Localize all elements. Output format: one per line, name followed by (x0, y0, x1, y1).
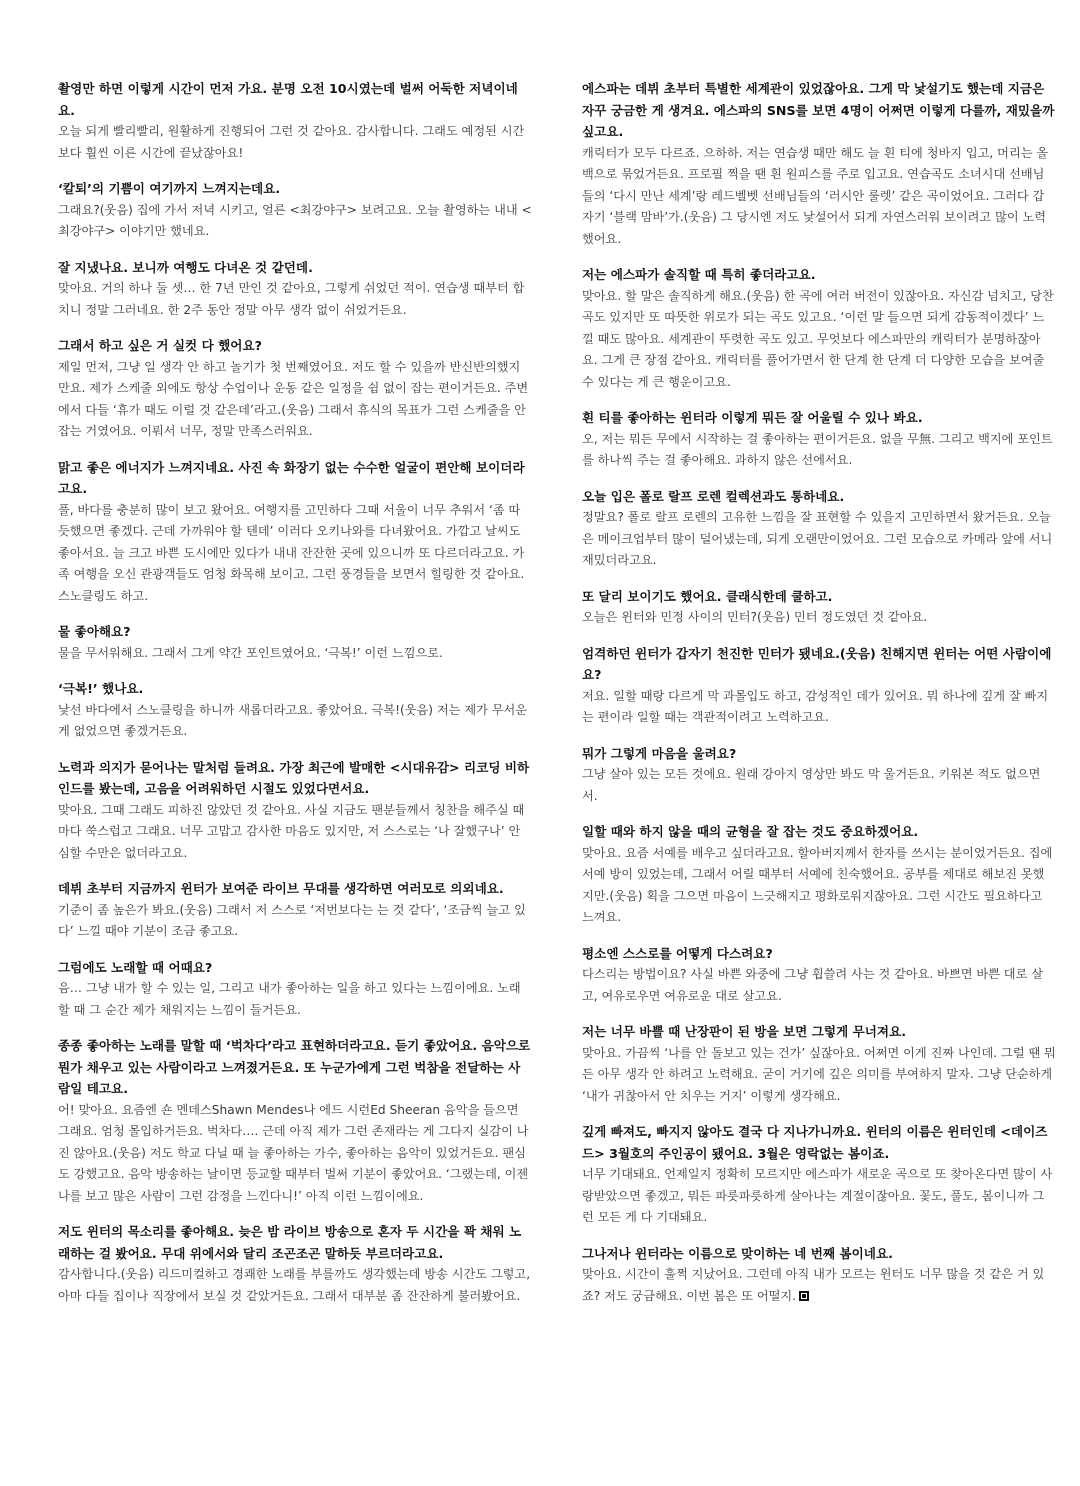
answer: 오늘은 윈터와 민정 사이의 민터?(웃음) 민터 정도였던 것 같아요. (582, 610, 928, 624)
answer: 캐릭터가 모두 다르죠. 으하하. 저는 연습생 때만 해도 늘 흰 티에 청바지 입고, 머리는 올백으로 묶었거든요. 프로필 찍을 땐 흰 원피스를 주로 입고요. 연습곡도 소녀시대 선배님들의 ‘다시 만난 세계’랑 레드벨벳 선배님들의 ‘러시안 룰렛’ 같은 곡이었어요. 그러다 갑자기 ‘블랙 맘바’가.(웃음) 그 당시엔 저도 낯설어서 되게 자연스러워 보이려고 많이 노력했어요. (582, 145, 1049, 246)
answer: 감사합니다.(웃음) 리드미컬하고 경쾌한 노래를 부를까도 생각했는데 방송 시간도 그렇고, 아마 다들 집이나 직장에서 보실 것 같았거든요. 그래서 대부분 좀 잔잔하게 불러봤어요. (58, 1267, 531, 1303)
qa-block (58, 178, 532, 243)
left-column (58, 78, 532, 1321)
answer: 저요. 일할 때랑 다르게 막 과몰입도 하고, 감성적인 데가 있어요. 뭐 하나에 깊게 잘 빠지는 편이라 일할 때는 객관적이려고 노력하고요. (582, 688, 1049, 724)
answer: 맞아요. 할 말은 솔직하게 해요.(웃음) 한 곡에 여러 버전이 있잖아요. 자신감 넘치고, 당찬 곡도 있지만 또 따뜻한 위로가 되는 곡도 있고요. ‘이런 말 들으면 되게 감동적이겠다’ 느낄 때도 많아요. 세계관이 뚜렷한 곡도 있고. 무엇보다 에스파만의 캐릭터가 분명하잖아요. 그게 큰 장점 같아요. 캐릭터를 풀어가면서 한 단계 한 단계 더 다양한 모습을 보여줄 수 있다는 게 큰 행운이고요. (582, 288, 1054, 389)
question: 또 달리 보이기도 했어요. 클래식한데 쿨하고. (582, 588, 833, 604)
qa-block (58, 1035, 532, 1207)
qa-block (582, 943, 1056, 1008)
question: 물 좋아해요? (58, 624, 131, 639)
answer: 맞아요. 거의 하나 둘 셋… 한 7년 만인 것 같아요, 그렇게 쉬었던 적이. 연습생 때부터 합치니 정말 그러네요. 한 2주 동안 정말 아무 생각 없이 쉬었거든요. (58, 281, 525, 317)
question: 맑고 좋은 에너지가 느껴지네요. 사진 속 화장기 없는 수수한 얼굴이 편안해 보이더라고요. (58, 459, 525, 496)
answer: 어! 맞아요. 요즘엔 숀 멘데스Shawn Mendes나 에드 시런Ed Sheeran 음악을 들으면 그래요. 엄청 몰입하거든요. 벅차다…. 근데 아직 제가 그런 존재라는 게 그다지 실감이 나진 않아요.(웃음) 저도 학교 다닐 때 늘 좋아하는 가수, 좋아하는 음악이 있었거든요. 팬심도 강했고요. 음악 방송하는 날이면 등교할 때부터 벌써 기분이 좋았어요. ‘그랬는데, 이젠 나를 보고 많은 사람이 그런 감정을 느낀다니!’ 아직 이런 느낌이에요. (58, 1102, 529, 1203)
right-column (582, 78, 1056, 1321)
question: ‘극복!’ 했나요. (58, 681, 144, 696)
qa-block (582, 586, 1056, 629)
qa-block (582, 486, 1056, 572)
qa-block (58, 457, 532, 608)
qa-block (582, 78, 1056, 250)
question: 종종 좋아하는 노래를 말할 때 ‘벅차다’라고 표현하더라고요. 듣기 좋았어요. 음악으로 뭔가 채우고 있는 사람이라고 느껴졌거든요. 또 누군가에게 그런 벅참을 전달하는 사람일 테고요. (58, 1038, 531, 1096)
question: 데뷔 초부터 지금까지 윈터가 보여준 라이브 무대를 생각하면 여러모로 의외네요. (58, 881, 504, 896)
answer: 맞아요. 가끔씩 ‘나를 안 돌보고 있는 건가’ 싶잖아요. 어쩌면 이게 진짜 나인데. 그럴 땐 뭐든 아무 생각 안 하려고 노력해요. 굳이 거기에 깊은 의미를 부여하지 말자. 그냥 단순하게 ‘내가 귀찮아서 안 치우는 거지’ 이렇게 생각해요. (582, 1045, 1056, 1103)
qa-block (58, 757, 532, 865)
answer: 오, 저는 뭐든 무에서 시작하는 걸 좋아하는 편이거든요. 없을 무無. 그리고 백지에 포인트를 하나씩 주는 걸 좋아해요. 과하지 않은 선에서요. (582, 431, 1053, 467)
question: 에스파는 데뷔 초부터 특별한 세계관이 있었잖아요. 그게 막 낯설기도 했는데 지금은 자꾸 궁금한 게 생겨요. 에스파의 SNS를 보면 4명이 어쩌면 이렇게 다를까, 재밌을까 싶고요. (582, 81, 1055, 139)
question: 저는 에스파가 솔직할 때 특히 좋더라고요. (582, 267, 816, 282)
question: 엄격하던 윈터가 갑자기 천진한 민터가 됐네요.(웃음) 친해지면 윈터는 어떤 사람이에요? (582, 645, 1052, 682)
question: 그나저나 윈터라는 이름으로 맞이하는 네 번째 봄이네요. (582, 1245, 893, 1261)
answer: 너무 기대돼요. 언제일지 정확히 모르지만 에스파가 새로운 곡으로 또 찾아온다면 많이 사랑받았으면 좋겠고, 뭐든 파릇파릇하게 살아나는 계절이잖아요. 꽃도, 풀도, 봄이니까 그런 모든 게 다 기대돼요. (582, 1167, 1053, 1224)
answer: 그냥 살아 있는 모든 것에요. 원래 강아지 영상만 봐도 막 울거든요. 키워본 적도 없으면서. (582, 767, 1041, 803)
question: 평소엔 스스로를 어떻게 다스려요? (582, 945, 773, 961)
qa-block (58, 257, 532, 322)
question: 깊게 빠져도, 빠지지 않아도 결국 다 지나가니까요. 윈터의 이름은 윈터인데 <데이즈드> 3월호의 주인공이 됐어요. 3월은 영락없는 봄이죠. (582, 1124, 1048, 1161)
answer: 기준이 좀 높은가 봐요.(웃음) 그래서 저 스스로 ‘저번보다는 는 것 같다’, ‘조금씩 늘고 있다’ 느낄 때야 기분이 조금 좋고요. (58, 902, 526, 938)
question: 그럼에도 노래할 때 어때요? (58, 959, 213, 975)
question: 잘 지냈나요. 보니까 여행도 다녀온 것 같던데. (58, 259, 313, 275)
answer: 맞아요. 요즘 서예를 배우고 싶더라고요. 할아버지께서 한자를 쓰시는 분이었거든요. 집에 서예 방이 있었는데, 그래서 어릴 때부터 서예에 친숙했어요. 공부를 제대로 해보진 못했지만.(웃음) 획을 그으면 마음이 느긋해지고 평화로워지잖아요. 그런 시간도 필요하다고 느껴요. (582, 845, 1053, 924)
answer: 오늘 되게 빨리빨리, 원활하게 진행되어 그런 것 같아요. 감사합니다. 그래도 예정된 시간보다 훨씬 이른 시간에 끝났잖아요! (58, 124, 525, 160)
answer: 맞아요. 그때 그래도 피하진 않았던 것 같아요. 사실 지금도 팬분들께서 칭찬을 해주실 때마다 쑥스럽고 그래요. 너무 고맙고 감사한 마음도 있지만, 저 스스로는 ‘나 잘했구나’ 안심할 수만은 없더라고요. (58, 802, 525, 860)
qa-block (582, 1121, 1056, 1229)
question: 흰 티를 좋아하는 윈터라 이렇게 뭐든 잘 어울릴 수 있나 봐요. (582, 410, 923, 425)
question: 저도 윈터의 목소리를 좋아해요. 늦은 밤 라이브 방송으로 혼자 두 시간을 꽉 채워 노래하는 걸 봤어요. 무대 위에서와 달리 조곤조곤 말하듯 부르더라고요. (58, 1224, 522, 1261)
qa-block (58, 335, 532, 443)
final-answer (582, 1264, 1056, 1307)
answer: 물을 무서워해요. 그래서 그게 약간 포인트였어요. ‘극복!’ 이런 느낌으로. (58, 645, 443, 660)
question: 일할 때와 하지 않을 때의 균형을 잘 잡는 것도 중요하겠어요. (582, 824, 919, 839)
answer: 풀, 바다를 충분히 많이 보고 왔어요. 여행지를 고민하다 그때 서울이 너무 추워서 ‘좀 따듯했으면 좋겠다. 근데 가까워야 할 텐데’ 이러다 오키나와를 다녀왔어요. 가깝고 날씨도 좋아서요. 늘 크고 바쁜 도시에만 있다가 내내 잔잔한 곳에 있으니까 또 다르더라고요. 가족 여행을 오신 관광객들도 엄청 화목해 보이고. 그런 풍경들을 보면서 힐링한 것 같아요. 스노클링도 하고. (58, 502, 525, 603)
qa-block (58, 621, 532, 664)
question: 노력과 의지가 묻어나는 말처럼 들려요. 가장 최근에 발매한 <시대유감> 리코딩 비하인드를 봤는데, 고음을 어려워하던 시절도 있었다면서요. (58, 759, 530, 796)
answer: 그래요?(웃음) 집에 가서 저녁 시키고, 얼른 <최강야구> 보려고요. 오늘 촬영하는 내내 <최강야구> 이야기만 했네요. (58, 202, 532, 238)
qa-block (58, 678, 532, 743)
qa-block (582, 264, 1056, 393)
question: ‘칼퇴’의 기쁨이 여기까지 느껴지는데요. (58, 181, 281, 196)
question: 그래서 하고 싶은 거 실컷 다 했어요? (58, 338, 262, 353)
end-mark-icon (799, 1291, 809, 1301)
qa-block (582, 743, 1056, 808)
answer: 다스리는 방법이요? 사실 바쁜 와중에 그냥 휩쓸려 사는 것 같아요. 바쁘면 바쁜 대로 살고, 여유로우면 여유로운 대로 살고요. (582, 967, 1043, 1003)
qa-block (582, 821, 1056, 929)
answer: 음… 그냥 내가 할 수 있는 일, 그리고 내가 좋아하는 일을 하고 있다는 느낌이에요. 노래할 때 그 순간 제가 채워지는 느낌이 들거든요. (58, 981, 521, 1017)
question: 촬영만 하면 이렇게 시간이 먼저 가요. 분명 오전 10시였는데 벌써 어둑한 저녁이네요. (58, 81, 518, 118)
question: 뭐가 그렇게 마음을 울려요? (582, 745, 737, 761)
qa-block (58, 957, 532, 1022)
answer: 제일 먼저, 그냥 일 생각 안 하고 놀기가 첫 번째였어요. 저도 할 수 있을까 반신반의했지만요. 제가 스케줄 외에도 항상 수업이나 운동 같은 일정을 쉼 없이 잡는 편이거든요. 주변에서 다들 ‘휴가 때도 이럴 것 같은데’라고.(웃음) 그래서 휴식의 목표가 그런 스케줄을 안 잡는 거였어요. 이뤄서 너무, 정말 만족스러워요. (58, 359, 529, 438)
answer: 정말요? 폴로 랄프 로렌의 고유한 느낌을 잘 표현할 수 있을지 고민하면서 왔거든요. 오늘은 메이크업부터 많이 덜어냈는데, 되게 오랜만이었어요. 그런 모습으로 카메라 앞에 서니 재밌더라고요. (582, 510, 1053, 567)
answer-text: 맞아요. 시간이 훌쩍 지났어요. 그런데 아직 내가 모르는 윈터도 너무 많을 것 같은 거 있죠? 저도 궁금해요. 이번 봄은 또 어떨지. (582, 1267, 1045, 1303)
qa-block (582, 407, 1056, 472)
qa-block (58, 878, 532, 943)
qa-block (58, 78, 532, 164)
qa-block (582, 1021, 1056, 1107)
answer: 낯선 바다에서 스노클링을 하니까 새롭더라고요. 좋았어요. 극복!(웃음) 저는 제가 무서운 게 없었으면 좋겠거든요. (58, 702, 528, 738)
question: 저는 너무 바쁠 때 난장판이 된 방을 보면 그렇게 무너져요. (582, 1024, 907, 1039)
qa-block (58, 1221, 532, 1307)
qa-block (582, 1243, 1056, 1308)
question: 오늘 입은 폴로 랄프 로렌 컬렉션과도 통하네요. (582, 488, 845, 504)
qa-block (582, 643, 1056, 729)
